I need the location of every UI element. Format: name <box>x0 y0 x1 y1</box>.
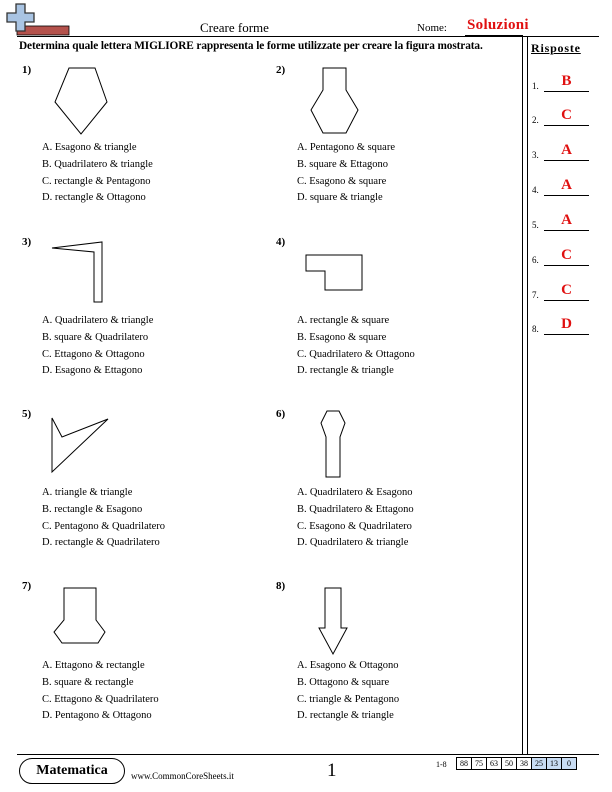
score-cell: 38 <box>516 757 532 770</box>
option-b: B. square & Ettagono <box>297 158 388 170</box>
option-b: B. square & Quadrilatero <box>42 331 149 343</box>
question-1-number: 1) <box>22 64 32 76</box>
option-b: B. Esagono & square <box>297 331 387 343</box>
option-d: D. Esagono & Ettagono <box>42 365 143 377</box>
score-cell: 50 <box>501 757 517 770</box>
question-4-figure <box>304 253 366 293</box>
score-cell: 63 <box>486 757 502 770</box>
option-a: A. Ettagono & rectangle <box>42 660 145 671</box>
option-b: B. Quadrilatero & triangle <box>42 158 153 170</box>
answer-number: 3. <box>532 150 539 160</box>
answer-line <box>544 91 589 92</box>
question-2-figure <box>308 66 364 138</box>
option-a: A. Esagono & triangle <box>42 142 137 153</box>
answer-line <box>544 230 589 231</box>
answer-row-1 <box>532 74 594 94</box>
question-7-options <box>42 658 159 725</box>
option-a: A. triangle & triangle <box>42 487 133 498</box>
answer-number: 1. <box>532 81 539 91</box>
subject-badge: Matematica <box>19 758 125 784</box>
answer-value: A <box>561 177 572 193</box>
option-a: A. Quadrilatero & triangle <box>42 315 154 326</box>
answer-line <box>544 334 589 335</box>
answers-title: Risposte <box>531 41 581 55</box>
answer-row-3 <box>532 143 594 163</box>
answer-value: C <box>561 247 572 263</box>
question-6-figure <box>316 409 352 481</box>
option-b: B. rectangle & Esagono <box>42 503 143 515</box>
option-c: C. rectangle & Pentagono <box>42 175 151 187</box>
option-c: C. Pentagono & Quadrilatero <box>42 520 166 532</box>
option-a: A. rectangle & square <box>297 315 390 326</box>
question-3-number: 3) <box>22 236 32 248</box>
answer-line <box>544 160 589 161</box>
option-a: A. Pentagono & square <box>297 142 395 153</box>
answer-number: 5. <box>532 220 539 230</box>
answer-line <box>544 300 589 301</box>
option-c: C. Esagono & square <box>297 175 387 187</box>
answer-value: C <box>561 107 572 123</box>
question-7-number: 7) <box>22 580 32 592</box>
score-cell: 75 <box>471 757 487 770</box>
option-d: D. rectangle & triangle <box>297 710 394 722</box>
option-d: D. rectangle & Ottagono <box>42 192 146 204</box>
answer-value: A <box>561 212 572 228</box>
answer-row-8 <box>532 317 594 337</box>
option-a: A. Esagono & Ottagono <box>297 660 399 671</box>
option-a: A. Quadrilatero & Esagono <box>297 487 413 498</box>
option-c: C. Ettagono & Ottagono <box>42 348 145 360</box>
question-8-number: 8) <box>276 580 286 592</box>
answer-line <box>544 265 589 266</box>
question-2-number: 2) <box>276 64 286 76</box>
option-c: C. Ettagono & Quadrilatero <box>42 693 159 705</box>
answer-number: 8. <box>532 324 539 334</box>
option-c: C. Quadrilatero & Ottagono <box>297 348 415 360</box>
instructions: Determina quale lettera MIGLIORE rappresenta le forme utilizzate per creare la figura mostrata. <box>19 40 483 52</box>
option-b: B. Quadrilatero & Ettagono <box>297 503 414 515</box>
question-6-options <box>297 485 414 552</box>
footer-url: www.CommonCoreSheets.it <box>131 771 234 781</box>
option-d: D. Pentagono & Ottagono <box>42 710 152 722</box>
answer-number: 2. <box>532 115 539 125</box>
option-b: B. Ottagono & square <box>297 676 390 688</box>
question-5-figure <box>50 415 112 475</box>
score-range: 1-8 <box>436 760 447 769</box>
question-5-number: 5) <box>22 408 32 420</box>
score-table <box>457 757 577 770</box>
question-6-number: 6) <box>276 408 286 420</box>
question-2-options <box>297 140 395 207</box>
answer-row-6 <box>532 248 594 268</box>
plus-logo-icon <box>4 2 70 36</box>
question-8-figure <box>316 586 350 658</box>
option-d: D. square & triangle <box>297 192 383 204</box>
answer-number: 6. <box>532 255 539 265</box>
question-8-options <box>297 658 399 725</box>
answer-value: D <box>561 316 572 332</box>
question-5-options <box>42 485 165 552</box>
option-c: C. triangle & Pentagono <box>297 693 400 705</box>
answer-row-4 <box>532 178 594 198</box>
answer-value: C <box>561 282 572 298</box>
divider-top <box>17 36 599 37</box>
question-1-options <box>42 140 153 207</box>
question-4-options <box>297 313 415 380</box>
option-b: B. square & rectangle <box>42 676 134 688</box>
score-cell: 13 <box>546 757 562 770</box>
answer-row-5 <box>532 213 594 233</box>
answer-row-2 <box>532 108 594 128</box>
option-d: D. rectangle & triangle <box>297 365 394 377</box>
page-number: 1 <box>327 760 337 781</box>
question-1-figure <box>52 66 112 138</box>
answer-row-7 <box>532 283 594 303</box>
page-title: Creare forme <box>200 20 269 35</box>
answer-value: B <box>561 73 572 89</box>
divider-answer-column-2 <box>527 36 528 754</box>
answer-line <box>544 125 589 126</box>
question-7-figure <box>50 586 110 646</box>
option-d: D. rectangle & Quadrilatero <box>42 537 160 549</box>
question-3-figure <box>50 240 106 306</box>
name-label: Nome: <box>417 22 447 34</box>
question-4-number: 4) <box>276 236 286 248</box>
question-3-options <box>42 313 153 380</box>
divider-answer-column <box>522 36 523 754</box>
score-cell: 0 <box>561 757 577 770</box>
answer-number: 4. <box>532 185 539 195</box>
answer-key-label: Soluzioni <box>467 17 529 33</box>
answer-line <box>544 195 589 196</box>
answer-number: 7. <box>532 290 539 300</box>
option-d: D. Quadrilatero & triangle <box>297 537 409 549</box>
answer-value: A <box>561 142 572 158</box>
option-c: C. Esagono & Quadrilatero <box>297 520 412 532</box>
score-cell: 25 <box>531 757 547 770</box>
divider-bottom <box>17 754 599 755</box>
score-cell: 88 <box>456 757 472 770</box>
